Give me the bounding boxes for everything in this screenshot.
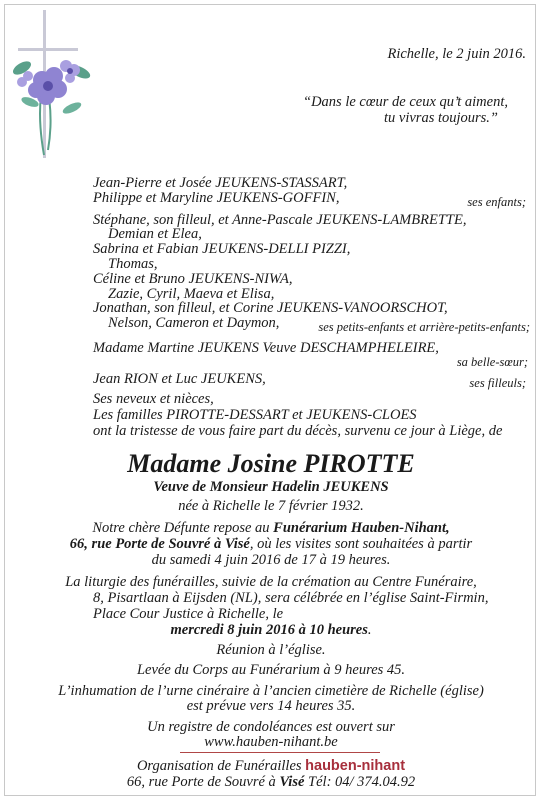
grandchild-line: Sabrina et Fabian JEUKENS-DELLI PIZZI, (93, 241, 351, 257)
rest-line-2: 66, rue Porte de Souvré à Visé, où les visites sont souhaitées à partir (69, 536, 473, 552)
children-role: ses enfants; (467, 195, 526, 209)
sister-in-law-role: sa belle-sœur; (456, 355, 528, 369)
liturgy-line-2: 8, Pisartlaan à Eijsden (NL), sera célébrée en l’église Saint-Firmin, (93, 590, 489, 606)
grandchild-line: Jonathan, son filleul, et Corine JEUKENS-VANOORSCHOT, (93, 300, 448, 316)
rest-line-1: Notre chère Défunte repose au Funérarium Hauben-Nihant, (92, 520, 450, 536)
place-date: Richelle, le 2 juin 2016. (387, 46, 526, 62)
divider (180, 752, 380, 753)
grandchild-line: Stéphane, son filleul, et Anne-Pascale JEUKENS-LAMBRETTE, (93, 212, 467, 228)
address: 66, rue Porte de Souvré à Visé Tél: 04/ 374.04.92 (126, 774, 416, 790)
deceased-name: Madame Josine PIROTTE (127, 449, 415, 478)
godsons: Jean RION et Luc JEUKENS, (93, 371, 266, 387)
inhumation-line-1: L’inhumation de l’urne cinéraire à l’ancien cimetière de Richelle (église) (58, 683, 484, 699)
brand-name: hauben-nihant (305, 758, 406, 774)
liturgy-date: mercredi 8 juin 2016 à 10 heures. (170, 622, 372, 638)
birth-info: née à Richelle le 7 février 1932. (178, 498, 364, 514)
announcement: ont la tristesse de vous faire part du décès, survenu ce jour à Liège, de (93, 423, 503, 439)
sister-in-law: Madame Martine JEUKENS Veuve DESCHAMPHELEIRE, (93, 340, 439, 356)
great-grandchild-line: Nelson, Cameron et Daymon, (108, 315, 280, 331)
grandchildren-role: ses petits-enfants et arrière-petits-enfants; (318, 320, 530, 334)
nephews: Ses neveux et nièces, (93, 391, 214, 407)
quote-line-2: tu vivras toujours.” (384, 110, 498, 126)
liturgy-line-1: La liturgie des funérailles, suivie de la crémation au Centre Funéraire, (65, 574, 477, 590)
grandchild-line: Céline et Bruno JEUKENS-NIWA, (93, 271, 293, 287)
liturgy-line-3: Place Cour Justice à Richelle, le (93, 606, 284, 622)
great-grandchild-line: Zazie, Cyril, Maeva et Elisa, (108, 286, 275, 302)
godsons-role: ses filleuls; (469, 376, 526, 390)
cross-flower-icon (10, 10, 120, 160)
rest-line-3: du samedi 4 juin 2016 de 17 à 19 heures. (151, 552, 391, 568)
widow-of: Veuve de Monsieur Hadelin JEUKENS (153, 479, 389, 495)
registry-line-1: Un registre de condoléances est ouvert sur (147, 719, 395, 735)
lift-of-body: Levée du Corps au Funérarium à 9 heures 45. (136, 662, 406, 678)
inhumation-line-2: est prévue vers 14 heures 35. (186, 698, 356, 714)
great-grandchild-line: Thomas, (108, 256, 158, 272)
great-grandchild-line: Demian et Elea, (108, 226, 202, 242)
organisation: Organisation de Funérailles hauben-nihant (136, 758, 406, 774)
quote-line-1: “Dans le cœur de ceux qu’t aiment, (303, 94, 508, 110)
children-line-1: Jean-Pierre et Josée JEUKENS-STASSART, (93, 175, 348, 191)
meeting: Réunion à l’église. (216, 642, 326, 658)
children-line-2: Philippe et Maryline JEUKENS-GOFFIN, (93, 190, 340, 206)
registry-link[interactable]: www.hauben-nihant.be (204, 734, 338, 750)
families: Les familles PIROTTE-DESSART et JEUKENS-CLOES (93, 407, 417, 423)
